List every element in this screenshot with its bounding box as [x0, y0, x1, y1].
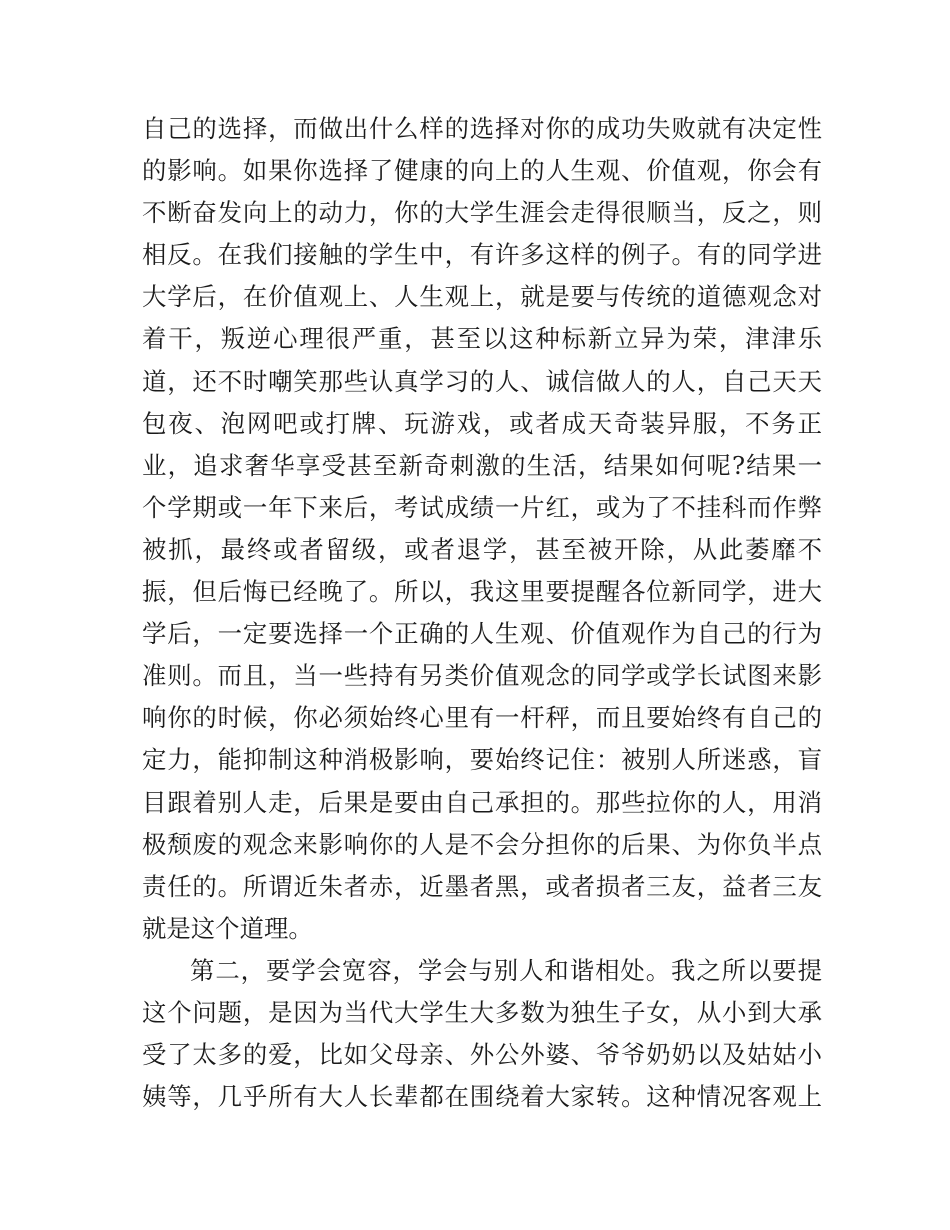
text-line: 振，但后悔已经晚了。所以，我这里要提醒各位新同学，进大: [142, 577, 822, 607]
text-line: 响你的时候，你必须始终心里有一杆秤，而且要始终有自己的: [142, 703, 822, 733]
text-line: 包夜、泡网吧或打牌、玩游戏，或者成天奇装异服，不务正: [142, 408, 822, 438]
text-line: 大学后，在价值观上、人生观上，就是要与传统的道德观念对: [142, 282, 822, 312]
text-line: 不断奋发向上的动力，你的大学生涯会走得很顺当，反之，则: [142, 198, 822, 228]
text-line: 着干，叛逆心理很严重，甚至以这种标新立异为荣，津津乐: [142, 324, 822, 354]
text-line: 准则。而且，当一些持有另类价值观念的同学或学长试图来影: [142, 661, 822, 691]
text-line: 业，追求奢华享受甚至新奇刺激的生活，结果如何呢?结果一: [142, 450, 822, 480]
paragraph-end-line: 就是这个道理。: [142, 913, 313, 943]
text-line: 极颓废的观念来影响你的人是不会分担你的后果、为你负半点: [142, 829, 822, 859]
text-line: 姨等，几乎所有大人长辈都在围绕着大家转。这种情况客观上: [142, 1082, 822, 1112]
text-line: 道，还不时嘲笑那些认真学习的人、诚信做人的人，自己天天: [142, 366, 822, 396]
body-text: [142, 108, 822, 1118]
text-line: 的影响。如果你选择了健康的向上的人生观、价值观，你会有: [142, 156, 822, 186]
text-line: 学后，一定要选择一个正确的人生观、价值观作为自己的行为: [142, 619, 822, 649]
paragraph-first-line: 第二，要学会宽容，学会与别人和谐相处。我之所以要提: [190, 955, 822, 985]
text-line: 受了太多的爱，比如父母亲、外公外婆、爷爷奶奶以及姑姑小: [142, 1040, 822, 1070]
text-line: 责任的。所谓近朱者赤，近墨者黑，或者损者三友，益者三友: [142, 871, 822, 901]
text-line: 自己的选择，而做出什么样的选择对你的成功失败就有决定性: [142, 114, 822, 143]
text-line: 个学期或一年下来后，考试成绩一片红，或为了不挂科而作弊: [142, 492, 822, 522]
text-line: 这个问题，是因为当代大学生大多数为独生子女，从小到大承: [142, 997, 822, 1027]
text-line: 定力，能抑制这种消极影响，要始终记住：被别人所迷惑，盲: [142, 745, 822, 775]
text-line: 被抓，最终或者留级，或者退学，甚至被开除，从此萎靡不: [142, 534, 822, 564]
text-line: 相反。在我们接触的学生中，有许多这样的例子。有的同学进: [142, 240, 822, 270]
text-line: 目跟着别人走，后果是要由自己承担的。那些拉你的人，用消: [142, 787, 822, 817]
